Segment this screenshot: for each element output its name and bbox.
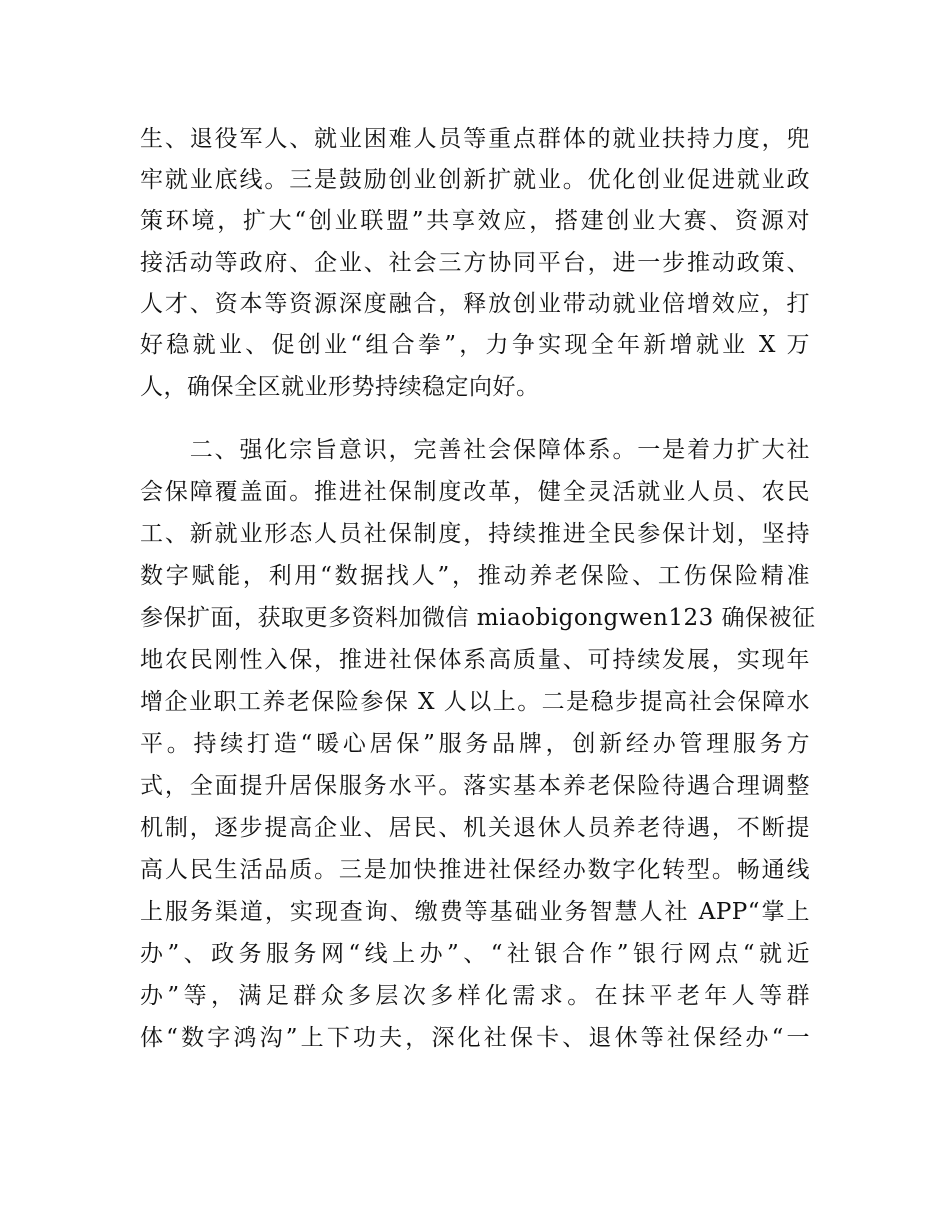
text-line-12: 参保扩面，获取更多资料加微信 miaobigongwen123 确保被征 xyxy=(140,605,816,631)
text-line-15: 平。持续打造“暖心居保”服务品牌，创新经办管理服务方 xyxy=(140,731,810,757)
text-line-19: 上服务渠道，实现查询、缴费等基础业务智慧人社 APP“掌上 xyxy=(140,899,810,925)
text-line-4: 接活动等政府、企业、社会三方协同平台，进一步推动政策、 xyxy=(140,250,810,276)
text-line-7: 人，确保全区就业形势持续稳定向好。 xyxy=(140,374,540,400)
text-line-8: 二、强化宗旨意识，完善社会保障体系。一是着力扩大社 xyxy=(140,437,810,463)
text-line-10: 工、新就业形态人员社保制度，持续推进全民参保计划，坚持 xyxy=(140,521,810,547)
text-line-5: 人才、资本等资源深度融合，释放创业带动就业倍增效应，打 xyxy=(140,291,810,317)
text-line-20: 办”、政务服务网“线上办”、“社银合作”银行网点“就近 xyxy=(140,941,810,967)
text-line-17: 机制，逐步提高企业、居民、机关退休人员养老待遇，不断提 xyxy=(140,815,810,841)
text-line-3: 策环境，扩大“创业联盟”共享效应，搭建创业大赛、资源对 xyxy=(140,208,810,234)
text-line-1: 生、退役军人、就业困难人员等重点群体的就业扶持力度，兜 xyxy=(140,126,810,152)
text-line-2: 牢就业底线。三是鼓励创业创新扩就业。优化创业促进就业政 xyxy=(140,167,810,193)
text-line-9: 会保障覆盖面。推进社保制度改革，健全灵活就业人员、农民 xyxy=(140,479,810,505)
text-line-13: 地农民刚性入保，推进社保体系高质量、可持续发展，实现年 xyxy=(140,647,810,673)
text-line-11: 数字赋能，利用“数据找人”，推动养老保险、工伤保险精准 xyxy=(140,563,810,589)
text-line-21: 办”等，满足群众多层次多样化需求。在抹平老年人等群 xyxy=(140,983,810,1009)
text-line-18: 高人民生活品质。三是加快推进社保经办数字化转型。畅通线 xyxy=(140,857,810,883)
text-line-14: 增企业职工养老保险参保 X 人以上。二是稳步提高社会保障水 xyxy=(140,689,810,715)
text-line-6: 好稳就业、促创业“组合拳”，力争实现全年新增就业 X 万 xyxy=(140,332,810,358)
text-line-22: 体“数字鸿沟”上下功夫，深化社保卡、退休等社保经办“一 xyxy=(140,1025,810,1051)
text-line-16: 式，全面提升居保服务水平。落实基本养老保险待遇合理调整 xyxy=(140,773,810,799)
